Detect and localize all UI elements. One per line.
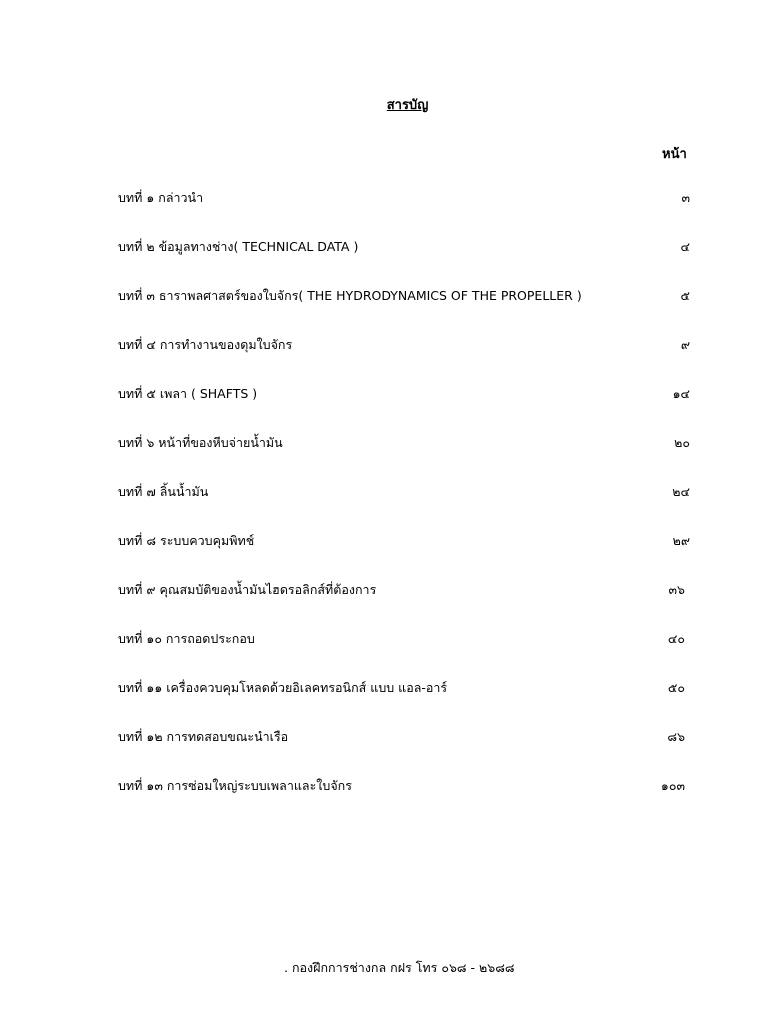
toc-entry-label: บทที่ ๑๒ การทดสอบขณะนำเรือ bbox=[118, 729, 289, 744]
toc-entry-page: ๓๖ bbox=[668, 582, 685, 597]
toc-entry-12 bbox=[118, 727, 690, 776]
toc-entry-page: ๔ bbox=[680, 239, 690, 254]
toc-entry-13 bbox=[118, 776, 690, 825]
toc-entry-label: บทที่ ๑๓ การซ่อมใหญ่ระบบเพลาและใบจักร bbox=[118, 778, 352, 793]
toc-entry-label: บทที่ ๗ ลิ้นน้ำมัน bbox=[118, 484, 209, 499]
toc-entry-page: ๑๔ bbox=[672, 386, 690, 401]
toc-entry-page: ๙ bbox=[680, 337, 690, 352]
toc-entry-label: บทที่ ๖ หน้าที่ของหีบจ่ายน้ำมัน bbox=[118, 435, 283, 450]
page-footer: . กองฝึกการช่างกล กฝร โทร ๐๖๘ - ๒๖๘๘ bbox=[284, 960, 515, 975]
toc-entry-9 bbox=[118, 580, 690, 629]
toc-entry-label: บทที่ ๓ ธาราพลศาสตร์ของใบจักร( THE HYDRODYNAMICS OF THE PROPELLER ) bbox=[118, 288, 582, 303]
toc-entry-label: บทที่ ๕ เพลา ( SHAFTS ) bbox=[118, 386, 258, 401]
toc-entry-page: ๕๐ bbox=[667, 680, 685, 695]
toc-entry-8 bbox=[118, 531, 690, 580]
toc-entry-label: บทที่ ๑๑ เครื่องควบคุมโหลดด้วยอิเลคทรอนิกส์ แบบ แอล-อาร์ bbox=[118, 680, 448, 695]
page-title: สารบัญ bbox=[386, 98, 429, 113]
toc-entry-1 bbox=[118, 188, 690, 237]
toc-entry-page: ๕ bbox=[680, 288, 690, 303]
toc-entry-6 bbox=[118, 433, 690, 482]
toc-entry-label: บทที่ ๔ การทำงานของดุมใบจักร bbox=[118, 337, 293, 352]
toc-entry-5 bbox=[118, 384, 690, 433]
toc-entry-label: บทที่ ๘ ระบบควบคุมพิทช์ bbox=[118, 533, 255, 548]
page-column-header: หน้า bbox=[662, 147, 687, 162]
toc-entry-3 bbox=[118, 286, 690, 335]
toc-entry-label: บทที่ ๑ กล่าวนำ bbox=[118, 190, 204, 205]
table-of-contents bbox=[118, 188, 690, 825]
toc-entry-label: บทที่ ๙ คุณสมบัติของน้ำมันไฮดรอลิกส์ที่ต้องการ bbox=[118, 582, 377, 597]
toc-entry-2 bbox=[118, 237, 690, 286]
toc-entry-page: ๓ bbox=[681, 190, 690, 205]
toc-entry-page: ๒๔ bbox=[672, 484, 690, 499]
toc-entry-page: ๑๐๓ bbox=[660, 778, 685, 793]
toc-entry-11 bbox=[118, 678, 690, 727]
toc-entry-7 bbox=[118, 482, 690, 531]
toc-entry-page: ๔๐ bbox=[667, 631, 685, 646]
toc-entry-10 bbox=[118, 629, 690, 678]
toc-entry-page: ๘๖ bbox=[667, 729, 685, 744]
toc-entry-page: ๒๐ bbox=[674, 435, 690, 450]
toc-entry-4 bbox=[118, 335, 690, 384]
toc-entry-label: บทที่ ๑๐ การถอดประกอบ bbox=[118, 631, 255, 646]
toc-entry-label: บทที่ ๒ ข้อมูลทางช่าง( TECHNICAL DATA ) bbox=[118, 239, 359, 254]
toc-entry-page: ๒๙ bbox=[672, 533, 690, 548]
